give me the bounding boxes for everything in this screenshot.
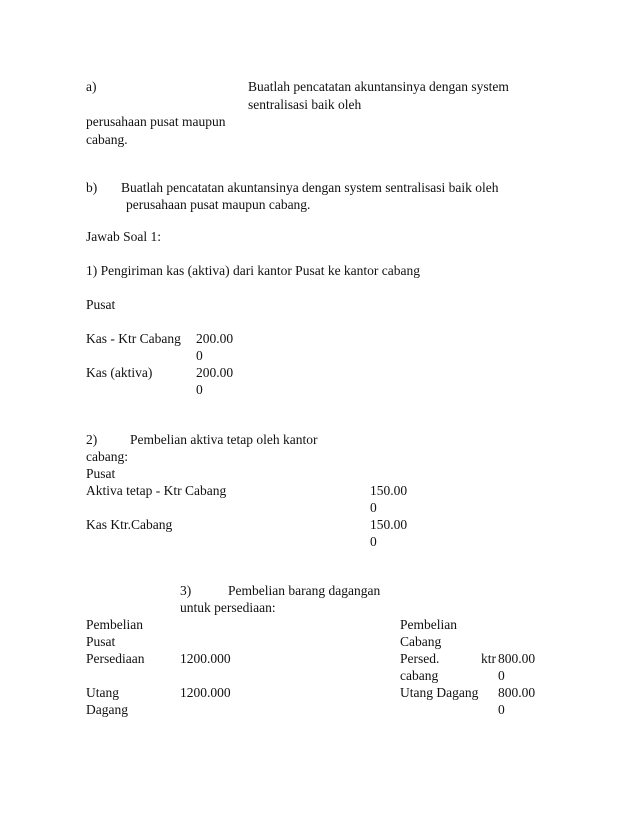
item3-left-head1: Pembelian [86, 617, 143, 632]
section-a-text-line1: Buatlah pencatatan akuntansinya dengan system [248, 79, 509, 94]
item3-title-line1: Pembelian barang dagangan [228, 583, 381, 598]
item3-right-row1-account: Persed. [400, 651, 440, 666]
item3-right-head2: Cabang [400, 634, 442, 649]
item3-right-row1-suffix: ktr [481, 651, 496, 666]
section-b-label: b) [86, 180, 98, 195]
item2-row1-amount: 150.00 [370, 483, 408, 498]
item1-row1-account: Kas - Ktr Cabang [86, 331, 181, 346]
item3-left-row1-account: Persediaan [86, 651, 145, 666]
item3-left-head2: Pusat [86, 634, 116, 649]
section-a-label: a) [86, 79, 97, 94]
item2-row2-amount-cont: 0 [370, 534, 377, 549]
item3-left-row1-amount: 1200.000 [180, 651, 231, 666]
item3-right-row2-amount-cont: 0 [498, 702, 505, 717]
item2-row2-account: Kas Ktr.Cabang [86, 517, 173, 532]
section-a-text-line4: cabang. [86, 132, 128, 147]
item3-number: 3) [180, 583, 192, 598]
item3-right-head1: Pembelian [400, 617, 457, 632]
item2-row1-account: Aktiva tetap - Ktr Cabang [86, 483, 227, 498]
section-a-text-line3: perusahaan pusat maupun [86, 114, 226, 129]
item2-number: 2) [86, 432, 98, 447]
item2-side-label: Pusat [86, 466, 116, 481]
item1-row2-amount-cont: 0 [196, 382, 203, 397]
item3-left-row2-amount: 1200.000 [180, 685, 231, 700]
item3-title-line2: untuk persediaan: [180, 600, 276, 615]
section-b-text-line1: Buatlah pencatatan akuntansinya dengan system sentralisasi baik oleh [121, 180, 499, 195]
item3-left-row2-account: Utang [86, 685, 119, 700]
item1-row2-account: Kas (aktiva) [86, 365, 153, 380]
item2-row2-amount: 150.00 [370, 517, 408, 532]
item3-right-row2-amount: 800.00 [498, 685, 536, 700]
item2-title-line1: Pembelian aktiva tetap oleh kantor [130, 432, 318, 447]
item3-right-row1-account-cont: cabang [400, 668, 439, 683]
item3-right-row1-amount-cont: 0 [498, 668, 505, 683]
section-a-text-line2: sentralisasi baik oleh [248, 97, 362, 112]
item3-right-row1-amount: 800.00 [498, 651, 536, 666]
item1-row1-amount-cont: 0 [196, 348, 203, 363]
item2-title-line2: cabang: [86, 449, 128, 464]
item3-left-row2-account-cont: Dagang [86, 702, 128, 717]
section-b-text-line2: perusahaan pusat maupun cabang. [126, 197, 311, 212]
answer-heading: Jawab Soal 1: [86, 229, 161, 244]
item1-row2-amount: 200.00 [196, 365, 234, 380]
item1-side-label: Pusat [86, 297, 116, 312]
item3-right-row2-account: Utang Dagang [400, 685, 479, 700]
item1-row1-amount: 200.00 [196, 331, 234, 346]
item2-row1-amount-cont: 0 [370, 500, 377, 515]
item1-title: 1) Pengiriman kas (aktiva) dari kantor Pusat ke kantor cabang [86, 263, 421, 278]
